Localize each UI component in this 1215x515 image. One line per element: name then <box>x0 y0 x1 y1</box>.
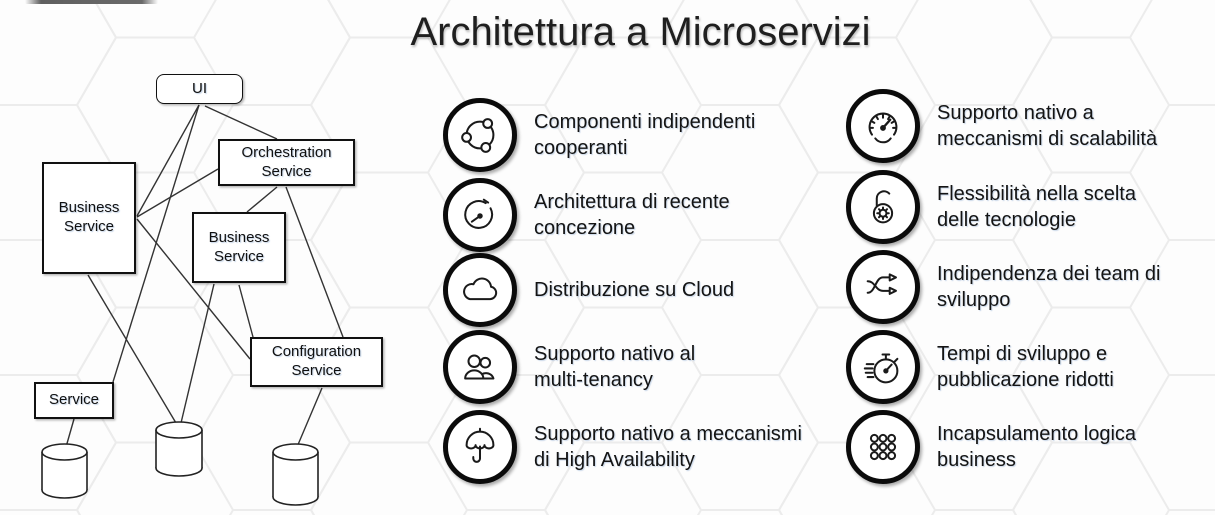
feature-text: Incapsulamento logica <box>937 423 1137 445</box>
stopwatch-icon <box>846 330 920 404</box>
umbrella-icon <box>443 410 517 484</box>
feature-text: delle tecnologie <box>937 209 1076 231</box>
feature-business-logic-encapsulation <box>846 410 1215 484</box>
feature-text: sviluppo <box>937 289 1011 311</box>
feature-text: Supporto nativo a meccanismi <box>534 423 802 445</box>
feature-cloud-distribution <box>443 253 834 327</box>
feature-multi-tenancy <box>443 330 844 404</box>
dots-grid-icon <box>846 410 920 484</box>
feature-text: multi-tenancy <box>534 369 653 391</box>
node-orchestration-service: Orchestration Service <box>218 139 355 186</box>
gauge-icon <box>846 89 920 163</box>
feature-text: Tempi di sviluppo e <box>937 343 1108 365</box>
open-lock-gear-icon <box>846 170 920 244</box>
feature-text: concezione <box>534 217 636 239</box>
node-service: Service <box>34 382 114 419</box>
feature-scalability <box>846 89 1207 163</box>
feature-text: cooperanti <box>534 137 628 159</box>
feature-independent-components <box>443 98 834 172</box>
feature-text: Flessibilità nella scelta <box>937 183 1136 205</box>
components-icon <box>443 98 517 172</box>
feature-text: pubblicazione ridotti <box>937 369 1114 391</box>
feature-text: Architettura di recente <box>534 191 730 213</box>
feature-reduced-time <box>846 330 1215 404</box>
feature-high-availability <box>443 410 844 484</box>
node-business-service-left: Business Service <box>42 162 136 274</box>
page-title: Architettura a Microservizi <box>410 10 871 54</box>
branch-arrows-icon <box>846 250 920 324</box>
node-business-service-middle: Business Service <box>192 212 286 283</box>
database-cylinder-2 <box>156 422 202 476</box>
database-cylinder-3 <box>273 444 318 505</box>
users-icon <box>443 330 517 404</box>
feature-team-independence <box>846 250 1215 324</box>
feature-text: Supporto nativo al <box>534 343 696 365</box>
feature-text: Indipendenza dei team di <box>937 263 1161 285</box>
feature-recent-architecture <box>443 178 834 252</box>
feature-text: business <box>937 449 1016 471</box>
feature-text: di High Availability <box>534 449 695 471</box>
node-configuration-service: Configuration Service <box>250 337 383 387</box>
feature-text: meccanismi di scalabilità <box>937 128 1158 150</box>
database-cylinder-1 <box>42 444 87 498</box>
feature-technology-flexibility <box>846 170 1207 244</box>
timer-icon <box>443 178 517 252</box>
feature-text: Distribuzione su Cloud <box>534 279 735 301</box>
node-ui: UI <box>156 74 243 104</box>
feature-text: Componenti indipendenti <box>534 111 756 133</box>
cropped-window-bar <box>25 0 158 4</box>
feature-text: Supporto nativo a <box>937 102 1094 124</box>
cloud-icon <box>443 253 517 327</box>
